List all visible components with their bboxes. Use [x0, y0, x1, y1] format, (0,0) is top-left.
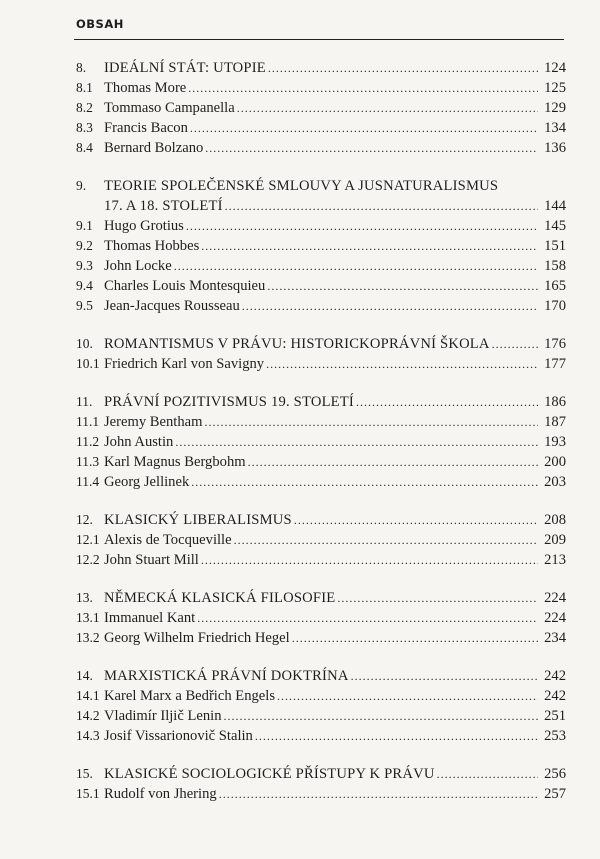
dot-leader	[437, 764, 538, 784]
toc-entry-title: John Stuart Mill	[104, 552, 199, 568]
dot-leader	[234, 530, 538, 550]
toc-subsection-row[interactable]	[76, 530, 566, 550]
toc-subsection-row[interactable]	[76, 686, 566, 706]
toc-page-number: 234	[544, 630, 566, 646]
toc-entry-number: 10.1	[76, 356, 100, 371]
toc-page-number: 186	[544, 394, 566, 410]
toc-entry-title: Jeremy Bentham	[104, 414, 203, 430]
toc-entry-title: Georg Jellinek	[104, 474, 190, 490]
dot-leader	[351, 666, 538, 686]
toc-section	[76, 588, 566, 648]
toc-entry-title: Thomas More	[104, 80, 187, 96]
toc-section	[76, 510, 566, 570]
toc-subsection-row[interactable]	[76, 628, 566, 648]
toc-page-number: 125	[544, 80, 566, 96]
toc-entry-number: 13.2	[76, 630, 100, 645]
toc-entry-title: Bernard Bolzano	[104, 140, 204, 156]
toc-section	[76, 392, 566, 492]
header-rule	[74, 39, 564, 40]
toc-entry-number: 11.4	[76, 474, 100, 489]
dot-leader	[237, 98, 538, 118]
running-header: OBSAH	[76, 17, 124, 31]
toc-entry-number: 14.1	[76, 688, 100, 703]
toc-entry-title: MARXISTICKÁ PRÁVNÍ DOKTRÍNA	[104, 668, 349, 684]
toc-page-number: 158	[544, 258, 566, 274]
toc-page-number: 170	[544, 298, 566, 314]
toc-entry-title: Alexis de Tocqueville	[104, 532, 232, 548]
toc-entry-number: 8.3	[76, 120, 93, 135]
toc-chapter-row[interactable]	[76, 666, 566, 686]
toc-page-number: 242	[544, 668, 566, 684]
toc-entry-number: 15.	[76, 766, 93, 781]
toc-chapter-row[interactable]	[76, 588, 566, 608]
toc-page-number: 124	[544, 60, 566, 76]
toc-page-number: 257	[544, 786, 566, 802]
dot-leader	[175, 432, 538, 452]
toc-entry-number: 11.1	[76, 414, 100, 429]
toc-entry-title: Charles Louis Montesquieu	[104, 278, 266, 294]
dot-leader	[191, 472, 538, 492]
toc-entry-number: 8.	[76, 60, 87, 75]
toc-entry-title: KLASICKÉ SOCIOLOGICKÉ PŘÍSTUPY K PRÁVU	[104, 766, 435, 782]
toc-page-number: 176	[544, 336, 566, 352]
dot-leader	[292, 628, 538, 648]
toc-subsection-row[interactable]	[76, 726, 566, 746]
toc-page-number: 151	[544, 238, 566, 254]
toc-page-number: 193	[544, 434, 566, 450]
toc-entry-number: 14.2	[76, 708, 100, 723]
dot-leader	[267, 276, 538, 296]
toc-section	[76, 666, 566, 746]
toc-entry-number: 9.2	[76, 238, 93, 253]
toc-entry-number: 9.4	[76, 278, 93, 293]
toc-page-number: 165	[544, 278, 566, 294]
toc-entry-number: 12.	[76, 512, 93, 527]
dot-leader	[219, 784, 538, 804]
toc-page-number: 200	[544, 454, 566, 470]
toc-page-number: 203	[544, 474, 566, 490]
toc-entry-title: Tommaso Campanella	[104, 100, 235, 116]
toc-chapter-row[interactable]	[76, 334, 566, 354]
toc-entry-number: 8.1	[76, 80, 93, 95]
toc-section	[76, 58, 566, 158]
toc-subsection-row[interactable]	[76, 98, 566, 118]
toc-subsection-row[interactable]	[76, 608, 566, 628]
toc-page-number: 256	[544, 766, 566, 782]
toc-page-number: 177	[544, 356, 566, 372]
toc-subsection-row[interactable]	[76, 452, 566, 472]
toc-page-number: 134	[544, 120, 566, 136]
toc-subsection-row[interactable]	[76, 276, 566, 296]
dot-leader	[197, 608, 538, 628]
toc-page-number: 145	[544, 218, 566, 234]
toc-entry-title: Jean-Jacques Rousseau	[104, 298, 240, 314]
toc-page-number: 209	[544, 532, 566, 548]
dot-leader	[224, 706, 538, 726]
toc-subsection-row[interactable]	[76, 706, 566, 726]
toc-subsection-row[interactable]	[76, 118, 566, 138]
toc-section	[76, 764, 566, 804]
dot-leader	[255, 726, 538, 746]
toc-entry-number: 15.1	[76, 786, 100, 801]
toc-subsection-row[interactable]	[76, 784, 566, 804]
toc-entry-number: 14.3	[76, 728, 100, 743]
toc-entry-number: 13.1	[76, 610, 100, 625]
dot-leader	[201, 550, 538, 570]
toc-entry-title: Karl Magnus Bergbohm	[104, 454, 246, 470]
toc-chapter-row[interactable]	[76, 510, 566, 530]
toc-subsection-row[interactable]	[76, 412, 566, 432]
toc-entry-number: 11.2	[76, 434, 100, 449]
toc-page-number: 251	[544, 708, 566, 724]
toc-section	[76, 334, 566, 374]
toc-subsection-row[interactable]	[76, 216, 566, 236]
toc-entry-title: Josif Vissarionovič Stalin	[104, 728, 253, 744]
dot-leader	[201, 236, 538, 256]
toc-subsection-row[interactable]	[76, 138, 566, 158]
toc-entry-number: 9.	[76, 178, 87, 193]
toc-entry-title: KLASICKÝ LIBERALISMUS	[104, 512, 292, 528]
toc-chapter-row[interactable]	[76, 176, 566, 196]
toc-page-number: 136	[544, 140, 566, 156]
toc-entry-title: Thomas Hobbes	[104, 238, 200, 254]
toc-entry-number: 9.1	[76, 218, 93, 233]
toc-chapter-row[interactable]	[76, 392, 566, 412]
toc-entry-number: 12.2	[76, 552, 100, 567]
dot-leader	[186, 216, 538, 236]
dot-leader	[268, 58, 538, 78]
dot-leader	[204, 412, 538, 432]
toc-entry-title: Friedrich Karl von Savigny	[104, 356, 265, 372]
toc-entry-number: 11.3	[76, 454, 100, 469]
table-of-contents	[76, 58, 566, 822]
toc-entry-number: 9.3	[76, 258, 93, 273]
toc-entry-title: ROMANTISMUS V PRÁVU: HISTORICKOPRÁVNÍ ŠKOLA	[104, 336, 490, 352]
toc-entry-number: 8.2	[76, 100, 93, 115]
dot-leader	[266, 354, 538, 374]
toc-entry-number: 11.	[76, 394, 93, 409]
toc-subsection-row[interactable]	[76, 236, 566, 256]
toc-chapter-row[interactable]	[76, 764, 566, 784]
toc-entry-title: Karel Marx a Bedřich Engels	[104, 688, 276, 704]
dot-leader	[174, 256, 538, 276]
toc-entry-title: John Locke	[104, 258, 172, 274]
toc-page-number: 224	[544, 610, 566, 626]
toc-entry-number: 12.1	[76, 532, 100, 547]
toc-subsection-row[interactable]	[76, 296, 566, 316]
dot-leader	[190, 118, 538, 138]
toc-subsection-row[interactable]	[76, 256, 566, 276]
dot-leader	[248, 452, 538, 472]
toc-entry-title: Georg Wilhelm Friedrich Hegel	[104, 630, 290, 646]
toc-entry-title: Francis Bacon	[104, 120, 188, 136]
toc-subsection-row[interactable]	[76, 354, 566, 374]
dot-leader	[356, 392, 538, 412]
toc-entry-title: Rudolf von Jhering	[104, 786, 217, 802]
toc-subsection-row[interactable]	[76, 550, 566, 570]
dot-leader	[225, 196, 538, 216]
toc-page-number: 242	[544, 688, 566, 704]
dot-leader	[294, 510, 538, 530]
dot-leader	[188, 78, 538, 98]
toc-chapter-row[interactable]	[76, 58, 566, 78]
toc-entry-title: IDEÁLNÍ STÁT: UTOPIE	[104, 60, 266, 76]
toc-section	[76, 176, 566, 316]
toc-entry-number: 10.	[76, 336, 93, 351]
toc-entry-title: Immanuel Kant	[104, 610, 196, 626]
toc-page-number: 224	[544, 590, 566, 606]
toc-subsection-row[interactable]	[76, 432, 566, 452]
toc-subsection-row[interactable]	[76, 78, 566, 98]
toc-entry-title: Hugo Grotius	[104, 218, 184, 234]
toc-entry-number: 9.5	[76, 298, 93, 313]
toc-chapter-row[interactable]	[76, 196, 566, 216]
toc-entry-number: 14.	[76, 668, 93, 683]
toc-page-number: 129	[544, 100, 566, 116]
toc-page-number: 213	[544, 552, 566, 568]
dot-leader	[337, 588, 538, 608]
toc-entry-title: Vladimír Iljič Lenin	[104, 708, 222, 724]
dot-leader	[205, 138, 538, 158]
dot-leader	[277, 686, 538, 706]
toc-subsection-row[interactable]	[76, 472, 566, 492]
toc-page-number: 253	[544, 728, 566, 744]
dot-leader	[492, 334, 538, 354]
toc-entry-title: PRÁVNÍ POZITIVISMUS 19. STOLETÍ	[104, 394, 354, 410]
toc-entry-title: John Austin	[104, 434, 174, 450]
toc-page-number: 144	[544, 198, 566, 214]
dot-leader	[242, 296, 538, 316]
toc-entry-title: 17. A 18. STOLETÍ	[104, 198, 223, 214]
toc-entry-title: TEORIE SPOLEČENSKÉ SMLOUVY A JUSNATURALISMUS	[104, 178, 499, 194]
toc-entry-number: 8.4	[76, 140, 93, 155]
toc-page-number: 208	[544, 512, 566, 528]
toc-entry-number: 13.	[76, 590, 93, 605]
toc-page-number: 187	[544, 414, 566, 430]
toc-entry-title: NĚMECKÁ KLASICKÁ FILOSOFIE	[104, 590, 336, 606]
